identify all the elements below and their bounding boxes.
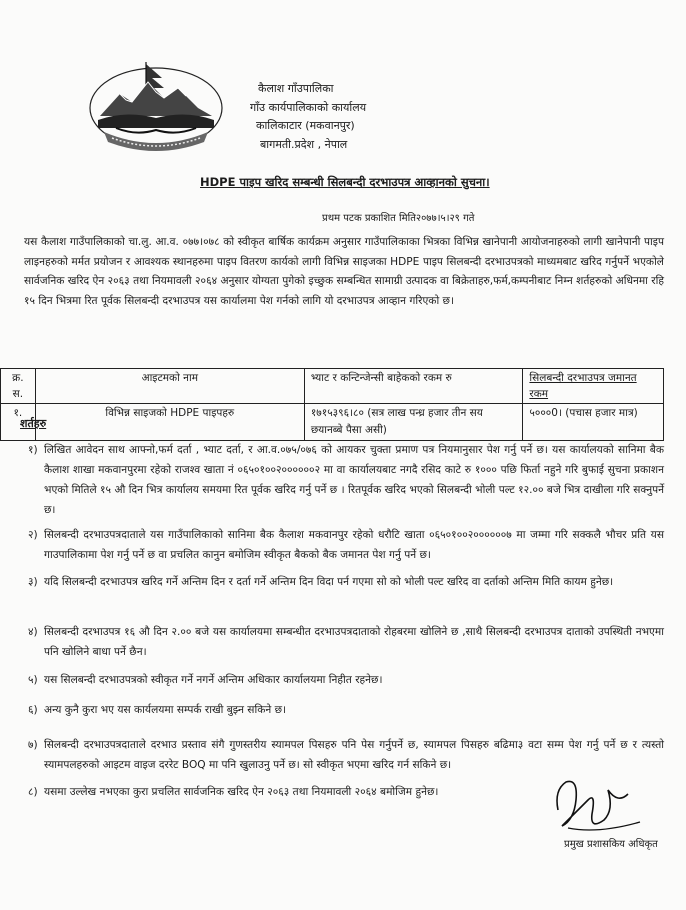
office-name: गाँउ कार्यपालिकाको कार्यालय [250,100,367,114]
col-bid-security: सिलबन्दी दरभाउपत्र जमानत रकम [523,369,664,404]
term-number: ७) [28,739,38,751]
term-item [28,622,664,662]
table-row [1,404,664,441]
term-item [28,440,664,520]
term-number: ३) [28,576,38,588]
term-text: अन्य कुनै कुरा भए यस कार्यलयमा सम्पर्क राखी बुझ्न सकिने छ। [44,704,287,716]
term-number: २) [28,529,38,541]
signer-title: प्रमुख प्रशासकिय अधिकृत [564,839,658,850]
term-item [28,700,664,720]
term-number: ५) [28,674,38,686]
handwritten-signature-icon [548,770,648,840]
col-item-name: आइटमको नाम [35,369,304,404]
table-header-row [1,369,664,404]
term-text: सिलबन्दी दरभाउपत्र १६ औ दिन २.०० बजे यस कार्यालयमा सम्बन्धीत दरभाउपत्रदाताको रोहबरमा खोलिने छ ,साथै सिलबन्दी दरभाउपत्र दाताको उपस्थिती नभएमा पनि खोलिने बाधा पर्ने छैन। [44,626,664,658]
municipality-name: कैलाश गाँउपालिका [258,82,334,95]
term-text: लिखित आवेदन साथ आफ्नो,फर्म दर्ता , भ्याट दर्ता, र आ.व.०७५/०७६ को आयकर चुक्ता प्रमाण पत्र नियमानुसार पेश गर्नु पर्ने छ। यस कार्यालयको सानिमा बैक कैलाश शाखा मकवानपुरमा रहेको राजश्व खाता नं ०६५०१००२००००००२ मा वा कार्यालयबाट नगदै रसिद काटे रु १००० पछि फिर्ता नहुने गरि बुफाई सुचना प्रकाशन भएको मितिले १५ औ दिन भित्र कार्यालय समयमा रित पूर्वक खरिद गर्नु पर्ने छ । रितपूर्वक खरिद भएको सिलबन्दी भोली पल्ट १२.०० बजे भित्र दाखीला गरि सक्नुपर्ने छ। [44,444,664,516]
term-number: ८) [28,786,38,798]
col-amount: भ्याट र कन्टिन्जेन्सी बाहेकको रकम रु [304,369,523,404]
terms-heading: शर्तहरु [20,417,47,430]
first-publication-date: प्रथम पटक प्रकाशित मिति२०७७।५।२९ गते [322,213,475,224]
notice-body: यस कैलाश गाउँपालिकाको चा.लु. आ.व. ०७७।०७८ को स्वीकृत बार्षिक कार्यक्रम अनुसार गाउँपालिकाका भित्रका विभिन्न खानेपानी आयोजनाहरुको लागी खानेपानी पाइप लाइनहरुको मर्मत प्रयोजन र आवश्यक स्थानहरुमा पाइप वितरण कार्यको लागी विभिन्न साइजका HDPE पाइप सिलबन्दी दरभाउपत्रको माध्यमबाट खरिद गर्नुपर्ने भएकोले सार्वजनिक खरिद ऐन २०६३ तथा नियमावली २०६४ अनुसार योग्यता पुगेको इच्छुक सम्बन्धित सामाग्री उत्पादक वा बिक्रेताहरु,फर्म,कम्पनीबाट निम्न शर्तहरुको अधिनमा रहि १५ दिन भित्रमा रित पूर्वक सिलबन्दी दरभाउपत्र यस कार्यालमा पेश गर्नको लागि यो दरभाउपत्र आव्हान गरिएको छ। [24,236,664,307]
term-item [28,782,548,802]
office-header [236,80,536,154]
term-text: यसमा उल्लेख नभएका कुरा प्रचलित सार्वजनिक खरिद ऐन २०६३ तथा नियमावली २०६४ बमोजिम हुनेछ। [44,786,439,798]
items-table [0,368,664,441]
nepal-emblem-icon [86,58,226,152]
office-location: कालिकाटार (मकवानपुर) [256,119,355,132]
notice-subject: HDPE पाइप खरिद सम्बन्धी सिलबन्दी दरभाउपत्र आव्हानको सुचना। [200,175,490,189]
term-item [28,525,664,565]
term-text: सिलबन्दी दरभाउपत्रदाताले यस गाउँपालिकाको सानिमा बैक कैलाश मकवानपुर रहेको धरौटि खाता ०६५०१००२००००००७ मा जम्मा गरि सक्कलै भौचर प्रति यस गाउपालिकामा पेश गर्नु पर्ने छ वा प्रचलित कानुन बमोजिम स्वीकृत बैकको बैक जमानत पेश गर्नु पर्ने छ। [44,529,664,561]
term-number: ४) [28,626,38,638]
province-country: बागमती.प्रदेश , नेपाल [260,137,348,151]
term-number: ६) [28,704,38,716]
cell-serial: १. [1,404,36,441]
term-number: १) [28,444,38,456]
term-item [28,670,664,690]
cell-amount: १७१५३९६।८० (सत्र लाख पन्ध्र हजार तीन सय छयानब्बे पैसा असी) [304,404,523,441]
col-serial: क्र. स. [1,369,36,404]
cell-item-name: विभिन्न साइजको HDPE पाइपहरु [35,404,304,441]
cell-bid-security: ५०००0। (पचास हजार मात्र) [523,404,664,441]
term-item [28,735,664,775]
term-text: सिलबन्दी दरभाउपत्रदाताले दरभाउ प्रस्ताव संगै गुणस्तरीय स्यामपल पिसहरु पनि पेस गर्नुपर्ने छ, स्यामपल पिसहरु बढिमा३ वटा सम्म पेश गर्नु पर्ने छ र त्यस्तो स्यामपलहरुको आइटम वाइज दररेट BOQ मा पनि खुलाउनु पर्ने छ। सो स्वीकृत भएमा खरिद गर्न सकिने छ। [44,739,664,771]
term-text: यदि सिलबन्दी दरभाउपत्र खरिद गर्ने अन्तिम दिन र दर्ता गर्ने अन्तिम दिन विदा पर्न गएमा सो को भोली पल्ट खरिद वा दर्ताको अन्तिम मिति कायम हुनेछ। [44,576,614,588]
term-text: यस सिलबन्दी दरभाउपत्रको स्वीकृत गर्ने नगर्ने अन्तिम अधिकार कार्यालयमा निहीत रहनेछ। [44,674,383,686]
term-item [28,572,664,592]
